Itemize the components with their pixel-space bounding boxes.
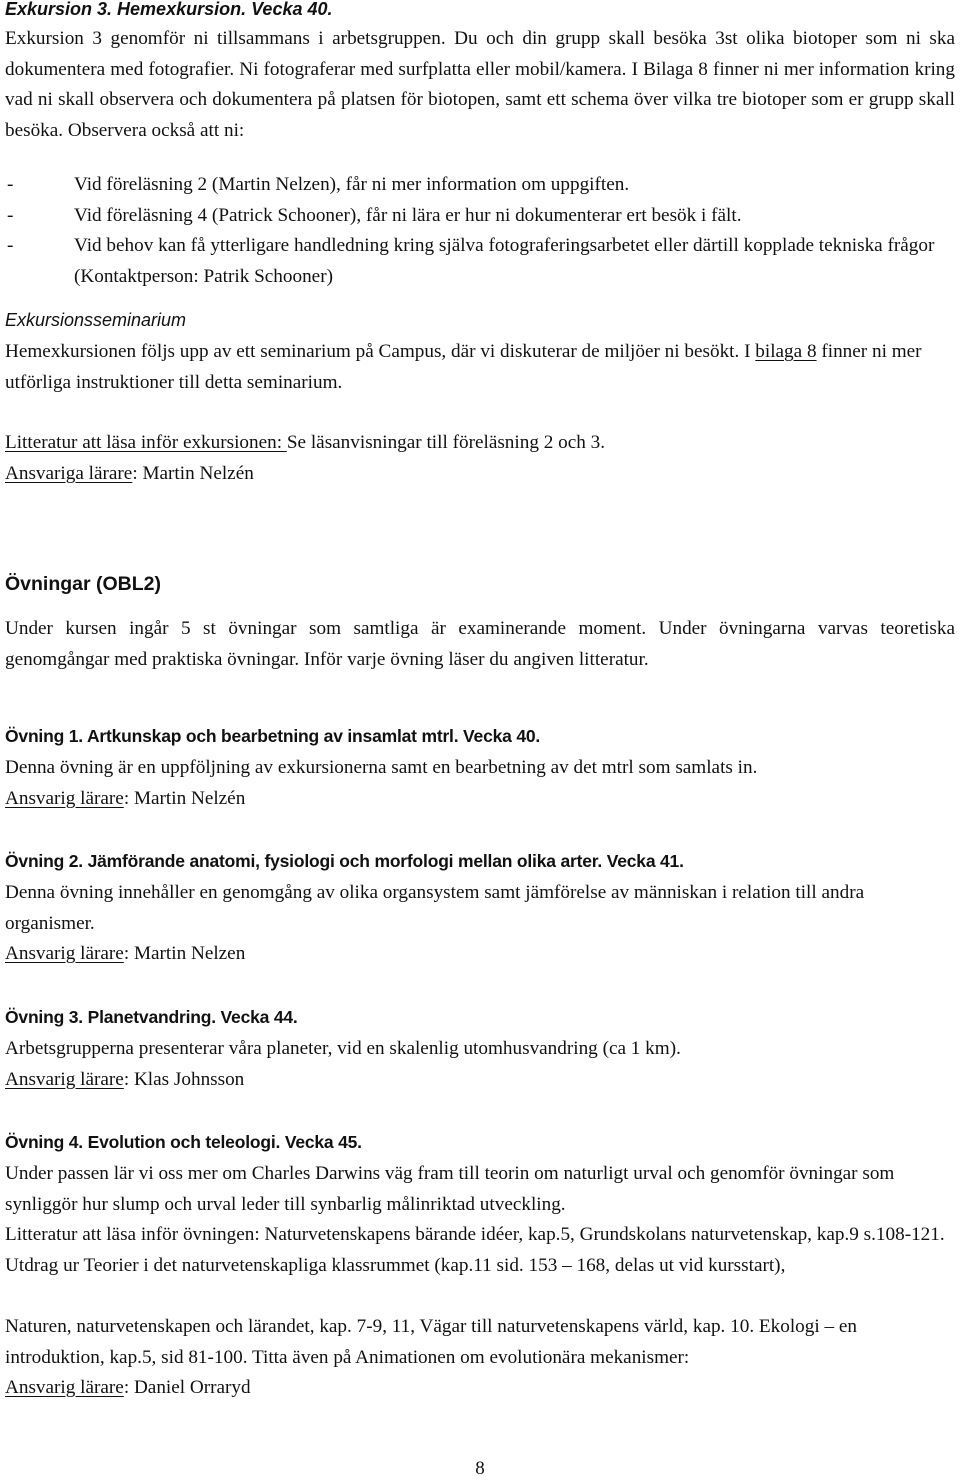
ovning-4-responsible: Ansvarig lärare: Daniel Orraryd	[5, 1377, 251, 1398]
responsible-label: Ansvariga lärare	[5, 463, 133, 484]
bilaga-8-link[interactable]: bilaga 8	[755, 341, 817, 362]
ovning-4-title: Övning 4. Evolution och teleologi. Vecka 45.	[5, 1132, 362, 1152]
ovning-1-title: Övning 1. Artkunskap och bearbetning av insamlat mtrl. Vecka 40.	[5, 726, 541, 746]
ovning-3-title: Övning 3. Planetvandring. Vecka 44.	[5, 1007, 298, 1027]
list-item: - Vid föreläsning 2 (Martin Nelzen), får ni mer information om uppgiften.	[5, 170, 955, 201]
ovning-2-text: Denna övning innehåller en genomgång av olika organsystem samt jämförelse av människan i relation till andra organismer.	[5, 882, 865, 934]
ovningar-intro: Under kursen ingår 5 st övningar som samtliga är examinerande moment. Under övningarna varvas teoretiska genomgångar med praktiska övningar. Inför varje övning läser du angiven litteratur.	[5, 618, 955, 670]
ovning-3-text: Arbetsgrupperna presenterar våra planeter, vid en skalenlig utomhusvandring (ca 1 km).	[5, 1038, 681, 1059]
excursion-intro: Exkursion 3 genomför ni tillsammans i arbetsgruppen. Du och din grupp skall besöka 3st olika biotoper som ni ska dokumentera med fotografier. Ni fotograferar med surfplatta eller mobil/kamera. I Bilaga 8 finner ni mer information kring vad ni skall observera och dokumentera på platsen för biotopen, samt ett schema över vilka tre biotoper som er grupp skall besöka. Observera också att ni:	[5, 28, 955, 141]
page-number: 8	[475, 1458, 485, 1479]
list-item: - Vid föreläsning 4 (Patrick Schooner), får ni lära er hur ni dokumenterar ert besök i fält.	[5, 201, 955, 232]
ovning-3-responsible: Ansvarig lärare: Klas Johnsson	[5, 1069, 245, 1090]
seminar-text: Hemexkursionen följs upp av ett seminarium på Campus, där vi diskuterar de miljöer ni besökt. I bilaga 8 finner ni mer utförliga instruktioner till detta seminarium.	[5, 341, 922, 393]
literature-label: Litteratur att läsa inför exkursionen:	[5, 432, 287, 453]
literature-line: Litteratur att läsa inför exkursionen: Se läsanvisningar till föreläsning 2 och 3.	[5, 432, 605, 453]
bullet-marker: -	[7, 204, 14, 226]
excursion-heading: Exkursion 3. Hemexkursion. Vecka 40.	[5, 0, 333, 19]
list-item: - Vid behov kan få ytterligare handledning kring själva fotograferingsarbetet eller därtill kopplade tekniska frågor (Kontaktperson: Patrik Schooner)	[5, 231, 955, 292]
excursion-bullet-list	[5, 170, 955, 292]
ovning-4-literature: Litteratur att läsa inför övningen: Naturvetenskapens bärande idéer, kap.5, Grundskolans naturvetenskap, kap.9 s.108-121. Utdrag ur Teorier i det naturvetenskapliga klassrummet (kap.11 sid. 153 – 168, delas ut vid kursstart),	[5, 1224, 945, 1276]
ovning-4-text: Under passen lär vi oss mer om Charles Darwins väg fram till teorin om naturligt urval och genomför övningar som synliggör hur slump och urval leder till synbarlig målinriktad utveckling.	[5, 1163, 895, 1215]
ovning-2-responsible: Ansvarig lärare: Martin Nelzen	[5, 943, 246, 964]
bullet-marker: -	[7, 235, 14, 256]
responsible-teachers: Ansvariga lärare: Martin Nelzén	[5, 463, 254, 484]
ovning-4-literature-cont: Naturen, naturvetenskapen och lärandet, kap. 7-9, 11, Vägar till naturvetenskapens värld, kap. 10. Ekologi – en introduktion, kap.5, sid 81-100. Titta även på Animationen om evolutionära mekanismer:	[5, 1316, 857, 1368]
ovning-1-responsible: Ansvarig lärare: Martin Nelzén	[5, 788, 246, 809]
ovningar-heading: Övningar (OBL2)	[5, 573, 162, 595]
ovning-1-text: Denna övning är en uppföljning av exkursionerna samt en bearbetning av det mtrl som samlats in.	[5, 757, 758, 778]
ovning-2-title: Övning 2. Jämförande anatomi, fysiologi och morfologi mellan olika arter. Vecka 41.	[5, 851, 684, 871]
bullet-marker: -	[7, 174, 14, 195]
seminar-heading: Exkursionsseminarium	[5, 310, 187, 330]
